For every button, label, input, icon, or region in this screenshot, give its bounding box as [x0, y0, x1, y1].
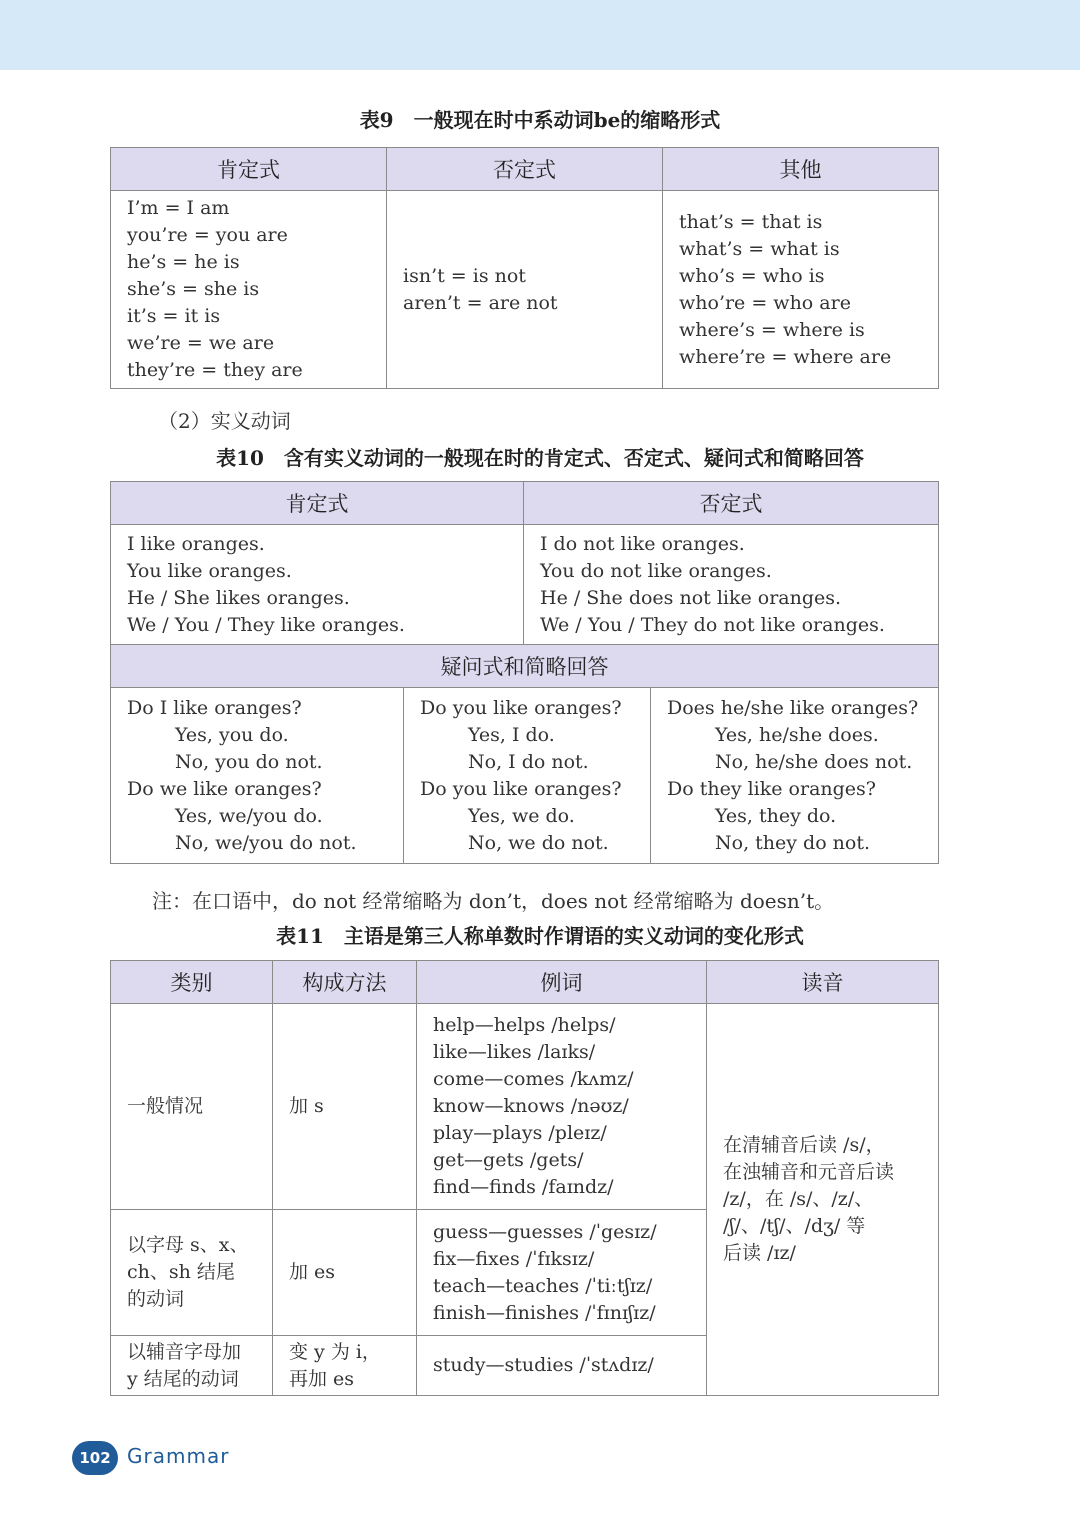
- cell-line: she’s = she is: [127, 278, 260, 300]
- cell-line: fix—fixes /ˈfɪksɪz/: [433, 1247, 595, 1270]
- cell-line: 加 s: [289, 1095, 324, 1117]
- table11: [110, 960, 939, 1396]
- answer-line: Yes, we/you do.: [175, 804, 323, 827]
- table11-row3-examples: [417, 1336, 707, 1396]
- table10-question-cell-1: [111, 688, 404, 864]
- cell-line: guess—guesses /ˈgesɪz/: [433, 1220, 657, 1243]
- table11-row1-method: [273, 1004, 417, 1210]
- cell-line: I’m = I am: [127, 197, 230, 219]
- table11-row2-examples: [417, 1210, 707, 1336]
- table9-header-negative: 否定式: [387, 148, 663, 191]
- note-text: 注：在口语中，do not 经常缩略为 don’t，does not 经常缩略为 doesn’t。: [152, 889, 835, 913]
- table10-affirmative-cell: [111, 525, 524, 645]
- cell-line: 在清辅音后读 /s/，: [723, 1134, 885, 1156]
- cell-line: 以辅音字母加: [127, 1340, 242, 1363]
- table9-title: 表9 一般现在时中系动词be的缩略形式: [359, 108, 721, 132]
- cell-line: we’re = we are: [127, 332, 275, 354]
- cell-line: teach—teaches /ˈtiːtʃɪz/: [433, 1274, 653, 1297]
- table11-row3-method: [273, 1336, 417, 1396]
- cell-line: You do not like oranges.: [540, 559, 772, 582]
- cell-line: where’re = where are: [679, 345, 892, 368]
- cell-line: find—finds /faɪndz/: [433, 1176, 614, 1198]
- table10-question-cell-3: [651, 688, 939, 864]
- table10-header-questions: 疑问式和简略回答: [111, 645, 939, 688]
- table9-affirmative-cell: [111, 191, 387, 389]
- question-line: Do I like oranges?: [127, 696, 302, 719]
- cell-line: finish—finishes /ˈfɪnɪʃɪz/: [433, 1301, 656, 1324]
- section-subheading: （2）实义动词: [158, 409, 291, 433]
- cell-line: You like oranges.: [127, 559, 292, 582]
- table10-header-affirmative: 肯定式: [111, 482, 524, 525]
- cell-line: /z/，在 /s/、/z/、: [723, 1188, 874, 1210]
- table11-title: 表11 主语是第三人称单数时作谓语的实义动词的变化形式: [276, 924, 804, 948]
- table9-others-cell: [663, 191, 939, 389]
- cell-line: We / You / They like oranges.: [127, 613, 405, 636]
- page-number-badge: 102: [72, 1441, 118, 1475]
- table11-header-category: 类别: [111, 961, 273, 1004]
- cell-line: y 结尾的动词: [127, 1367, 239, 1390]
- cell-line: We / You / They do not like oranges.: [540, 613, 885, 636]
- cell-line: isn’t = is not: [403, 264, 526, 287]
- table11-row1-category: [111, 1004, 273, 1210]
- table11-pronunciation-cell: [707, 1004, 939, 1396]
- cell-line: aren’t = are not: [403, 291, 558, 314]
- top-banner: [0, 0, 1080, 70]
- answer-line: Yes, I do.: [468, 723, 555, 746]
- table11-row3-category: [111, 1336, 273, 1396]
- table9-negative-cell: [387, 191, 663, 389]
- cell-line: 再加 es: [289, 1367, 355, 1390]
- cell-line: it’s = it is: [127, 305, 221, 327]
- cell-line: 加 es: [289, 1261, 336, 1283]
- cell-line: they’re = they are: [127, 359, 303, 381]
- answer-line: Yes, he/she does.: [715, 723, 879, 746]
- table10-header-negative: 否定式: [524, 482, 939, 525]
- table11-row1-examples: [417, 1004, 707, 1210]
- cell-line: 以字母 s、x、: [127, 1234, 249, 1256]
- cell-line: who’re = who are: [679, 291, 851, 314]
- cell-line: you’re = you are: [127, 224, 288, 246]
- question-line: Do we like oranges?: [127, 777, 322, 800]
- answer-line: No, I do not.: [468, 750, 589, 773]
- table10-negative-cell: [524, 525, 939, 645]
- answer-line: No, they do not.: [715, 831, 871, 854]
- cell-line: 一般情况: [127, 1095, 204, 1117]
- cell-line: he’s = he is: [127, 251, 240, 273]
- cell-line: get—gets /gets/: [433, 1149, 584, 1171]
- table10-question-cell-2: [404, 688, 651, 864]
- cell-line: study—studies /ˈstʌdɪz/: [433, 1354, 654, 1376]
- cell-line: I do not like oranges.: [540, 532, 745, 555]
- cell-line: like—likes /laɪks/: [433, 1041, 596, 1063]
- cell-line: that’s = that is: [679, 210, 823, 233]
- answer-line: No, he/she does not.: [715, 750, 913, 773]
- question-line: Do you like oranges?: [420, 777, 622, 800]
- table11-row2-category: [111, 1210, 273, 1336]
- cell-line: 变 y 为 i，: [289, 1340, 381, 1363]
- cell-line: who’s = who is: [679, 264, 825, 287]
- question-line: Do you like oranges?: [420, 696, 622, 719]
- table9-header-others: 其他: [663, 148, 939, 191]
- answer-line: No, you do not.: [175, 750, 323, 773]
- cell-line: play—plays /pleɪz/: [433, 1122, 607, 1144]
- table9-header-affirmative: 肯定式: [111, 148, 387, 191]
- table10-title: 表10 含有实义动词的一般现在时的肯定式、否定式、疑问式和简略回答: [216, 446, 864, 470]
- cell-line: help—helps /helps/: [433, 1014, 616, 1036]
- question-line: Does he/she like oranges?: [667, 696, 919, 719]
- table11-header-examples: 例词: [417, 961, 707, 1004]
- table11-header-method: 构成方法: [273, 961, 417, 1004]
- table9: [110, 147, 939, 389]
- answer-line: Yes, you do.: [175, 723, 289, 746]
- table11-row2-method: [273, 1210, 417, 1336]
- cell-line: I like oranges.: [127, 532, 265, 555]
- answer-line: No, we/you do not.: [175, 831, 357, 854]
- answer-line: Yes, they do.: [715, 804, 837, 827]
- cell-line: know—knows /nəʊz/: [433, 1095, 629, 1117]
- cell-line: 的动词: [127, 1288, 185, 1310]
- cell-line: He / She does not like oranges.: [540, 586, 842, 609]
- table11-header-pronunciation: 读音: [707, 961, 939, 1004]
- answer-line: No, we do not.: [468, 831, 609, 854]
- cell-line: come—comes /kʌmz/: [433, 1068, 634, 1090]
- section-label: Grammar: [127, 1444, 230, 1468]
- cell-line: 在浊辅音和元音后读: [723, 1161, 895, 1183]
- cell-line: what’s = what is: [679, 237, 840, 260]
- answer-line: Yes, we do.: [468, 804, 575, 827]
- cell-line: 后读 /ɪz/: [723, 1242, 796, 1264]
- table10: [110, 481, 939, 864]
- cell-line: where’s = where is: [679, 318, 865, 341]
- cell-line: He / She likes oranges.: [127, 586, 350, 609]
- cell-line: /ʃ/、/tʃ/、/dʒ/ 等: [723, 1215, 866, 1237]
- question-line: Do they like oranges?: [667, 777, 876, 800]
- cell-line: ch、sh 结尾: [127, 1261, 235, 1283]
